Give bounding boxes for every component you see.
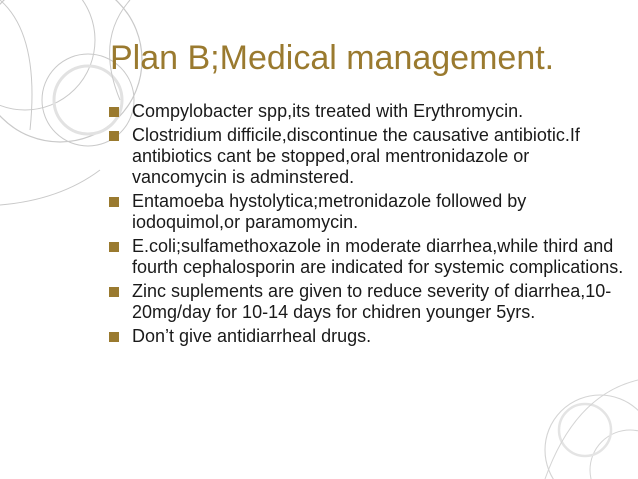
square-bullet-icon: [109, 242, 119, 252]
bullet-text: Clostridium difficile,discontinue the causative antibiotic.If antibiotics cant be stopped,oral mentronidazole or vancomycin is adminstered.: [132, 125, 580, 187]
list-item: [108, 281, 628, 323]
list-item: [108, 236, 628, 278]
square-bullet-icon: [109, 107, 119, 117]
bullet-list: [108, 101, 628, 350]
square-bullet-icon: [109, 197, 119, 207]
bullet-text: Compylobacter spp,its treated with Erythromycin.: [132, 101, 524, 121]
list-item: [108, 125, 628, 188]
bullet-text: Zinc suplements are given to reduce severity of diarrhea,10-20mg/day for 10-14 days for chidren younger 5yrs.: [132, 281, 612, 322]
list-item: [108, 191, 628, 233]
bullet-text: E.coli;sulfamethoxazole in moderate diarrhea,while third and fourth cephalosporin are indicated for systemic complications.: [132, 236, 624, 277]
bullet-text: Entamoeba hystolytica;metronidazole followed by iodoquimol,or paramomycin.: [132, 191, 527, 232]
square-bullet-icon: [109, 131, 119, 141]
list-item: [108, 101, 628, 122]
slide-title: Plan B;Medical management.: [110, 39, 555, 77]
list-item: [108, 326, 628, 347]
bullet-text: Don’t give antidiarrheal drugs.: [132, 326, 372, 346]
square-bullet-icon: [109, 287, 119, 297]
square-bullet-icon: [109, 332, 119, 342]
